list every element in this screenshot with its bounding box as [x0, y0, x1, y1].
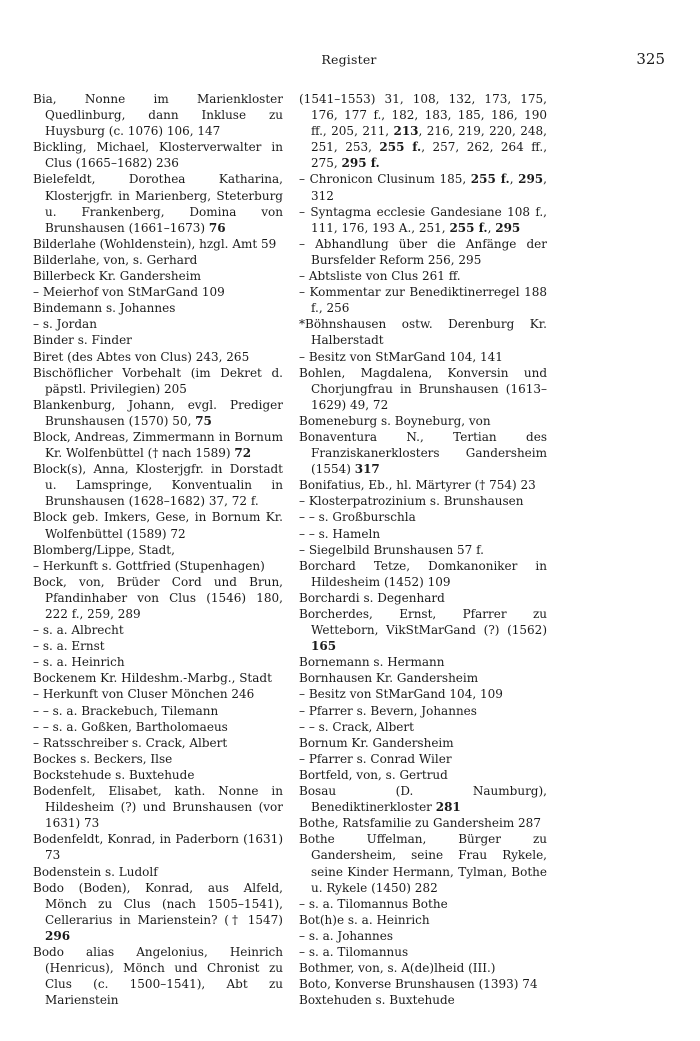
index-entry: Boxtehuden s. Buxtehude	[299, 993, 455, 1008]
index-entry: Bodo (Boden), Konrad, aus Alfeld, Mönch zu Clus (nach 1505–1541), Cellerarius in Marienstein? († 1547) 296	[33, 880, 283, 943]
index-entry: Bosau (D. Naumburg), Benediktinerkloster 281	[299, 784, 547, 815]
index-entry: Billerbeck Kr. Gandersheim	[33, 269, 201, 284]
index-entry: Bothe Uffelman, Bürger zu Gandersheim, seine Frau Rykele, seine Kinder Hermann, Tylman, Bothe u. Rykele (1450) 282	[299, 832, 547, 895]
index-entry: Bonaventura N., Tertian des Franziskanerklosters Gandersheim (1554) 317	[299, 429, 547, 477]
index-entry: – Besitz von StMarGand 104, 109	[299, 687, 503, 702]
index-entry: – Herkunft von Cluser Mönchen 246	[33, 687, 255, 702]
index-entry: – s. a. Ernst	[33, 639, 105, 654]
index-entry: Bischöflicher Vorbehalt (im Dekret d. päpstl. Privilegien) 205	[33, 365, 283, 396]
index-entry: – Abhandlung über die Anfänge der Bursfelder Reform 256, 295	[299, 236, 547, 267]
index-entry: Bielefeldt, Dorothea Katharina, Klosterjgfr. in Marienberg, Steterburg u. Frankenberg, Domina von Brunshausen (1661–1673) 76	[33, 172, 283, 235]
index-entry: Bonifatius, Eb., hl. Märtyrer († 754) 23	[299, 478, 536, 493]
index-entry: – Siegelbild Brunshausen 57 f.	[299, 542, 484, 557]
index-entry: Bia, Nonne im Marienkloster Quedlinburg, dann Inkluse zu Huysburg (c. 1076) 106, 147	[33, 92, 283, 139]
index-entry: Bot(h)e s. a. Heinrich	[299, 912, 430, 927]
index-entry: Binder s. Finder	[33, 333, 132, 348]
index-entry: Bock, von, Brüder Cord und Brun, Pfandinhaber von Clus (1546) 180, 222 f., 259, 289	[33, 574, 283, 621]
index-entry: Bockenem Kr. Hildeshm.-Marbg., Stadt	[33, 671, 272, 686]
index-entry: – Ratsschreiber s. Crack, Albert	[33, 735, 228, 750]
index-entry: Bodenfeldt, Konrad, in Paderborn (1631) 73	[33, 832, 283, 863]
index-entry: Block, Andreas, Zimmermann in Bornum Kr. Wolfenbüttel († nach 1589) 72	[33, 429, 283, 461]
index-entry: – Pfarrer s. Conrad Wiler	[299, 751, 452, 766]
index-entry: Blomberg/Lippe, Stadt,	[33, 542, 175, 557]
index-entry: – – s. Großburschla	[299, 510, 416, 525]
index-entry: Bornum Kr. Gandersheim	[299, 735, 454, 750]
index-entry: Bortfeld, von, s. Gertrud	[299, 767, 448, 782]
index-entry: Boto, Konverse Brunshausen (1393) 74	[299, 977, 538, 992]
index-entry: – s. a. Tilomannus Bothe	[299, 896, 448, 911]
index-entry: *Böhnshausen ostw. Derenburg Kr. Halberstadt	[299, 317, 547, 348]
index-entry: – – s. a. Goßken, Bartholomaeus	[33, 719, 228, 734]
index-entry: Bockstehude s. Buxtehude	[33, 767, 195, 782]
index-entry: Bothmer, von, s. A(de)lheid (III.)	[299, 961, 496, 976]
index-entry: Bilderlahe, von, s. Gerhard	[33, 252, 198, 267]
index-entry: – Kommentar zur Benediktinerregel 188 f., 256	[299, 285, 547, 316]
index-column-right	[299, 91, 547, 1008]
index-entry: Bothe, Ratsfamilie zu Gandersheim 287	[299, 816, 541, 831]
index-entry: – s. a. Johannes	[299, 928, 394, 943]
index-column-left	[33, 91, 283, 1008]
index-entry: Borchardi s. Degenhard	[299, 590, 445, 605]
index-entry: Blankenburg, Johann, evgl. Prediger Brunshausen (1570) 50, 75	[33, 397, 283, 428]
index-entry: Bohlen, Magdalena, Konversin und Chorjungfrau in Brunshausen (1613–1629) 49, 72	[299, 365, 547, 412]
index-entry: – Pfarrer s. Bevern, Johannes	[299, 703, 477, 718]
index-entry: – s. a. Heinrich	[33, 655, 125, 670]
index-entry: – Chronicon Clusinum 185, 255 f., 295, 312	[299, 172, 547, 203]
index-entry: Bodenstein s. Ludolf	[33, 864, 158, 879]
index-entry: – Abtsliste von Clus 261 ff.	[299, 269, 461, 284]
index-entry: Biret (des Abtes von Clus) 243, 265	[33, 349, 250, 364]
index-entry: Block(s), Anna, Klosterjgfr. in Dorstadt u. Lamspringe, Konventualin in Brunshausen (1628–1682) 37, 72 f.	[33, 462, 283, 509]
index-entry: – s. a. Tilomannus	[299, 944, 409, 959]
index-entry: Borcherdes, Ernst, Pfarrer zu Wetteborn, VikStMarGand (?) (1562) 165	[299, 607, 547, 654]
running-title: Register	[321, 52, 377, 67]
index-entry: Block geb. Imkers, Gese, in Bornum Kr. Wolfenbüttel (1589) 72	[33, 510, 283, 541]
index-entry: Bindemann s. Johannes	[33, 301, 176, 316]
index-entry: Bomeneburg s. Boyneburg, von	[299, 413, 491, 428]
index-entry: Bickling, Michael, Klosterverwalter in Clus (1665–1682) 236	[33, 140, 283, 171]
index-entry: – Herkunft s. Gottfried (Stupenhagen)	[33, 558, 265, 573]
index-entry: Bodo alias Angelonius, Heinrich (Henricus), Mönch und Chronist zu Clus (c. 1500–1541), Abt zu Marienstein	[33, 944, 283, 1008]
index-entry: Borchard Tetze, Domkanoniker in Hildesheim (1452) 109	[299, 558, 547, 589]
index-entry: – s. Jordan	[33, 317, 97, 332]
index-entry: Bornhausen Kr. Gandersheim	[299, 671, 479, 686]
index-entry: – Besitz von StMarGand 104, 141	[299, 349, 503, 364]
index-entry: – Syntagma ecclesie Gandesiane 108 f., 111, 176, 193 A., 251, 255 f., 295	[299, 204, 547, 235]
index-entry: – Meierhof von StMarGand 109	[33, 285, 225, 300]
index-entry: – s. a. Albrecht	[33, 623, 124, 638]
index-entry: – – s. a. Brackebuch, Tilemann	[33, 703, 219, 718]
index-entry: (1541–1553) 31, 108, 132, 173, 175, 176, 177 f., 182, 183, 185, 186, 190 ff., 205, 211, 213, 216, 219, 220, 248, 251, 253, 255 f., 257, 262, 264 ff., 275, 295 f.	[299, 92, 548, 171]
index-entry: Bodenfelt, Elisabet, kath. Nonne in Hildesheim (?) und Brunshausen (vor 1631) 73	[33, 784, 283, 831]
index-entry: Bockes s. Beckers, Ilse	[33, 751, 173, 766]
index-entry: – – s. Hameln	[299, 526, 381, 541]
page-header	[33, 50, 665, 74]
index-entry: – – s. Crack, Albert	[299, 719, 414, 734]
index-entry: Bilderlahe (Wohldenstein), hzgl. Amt 59	[33, 236, 277, 251]
page-number: 325	[636, 50, 665, 68]
index-entry: Bornemann s. Hermann	[299, 655, 445, 670]
index-entry: – Klosterpatrozinium s. Brunshausen	[299, 494, 524, 509]
